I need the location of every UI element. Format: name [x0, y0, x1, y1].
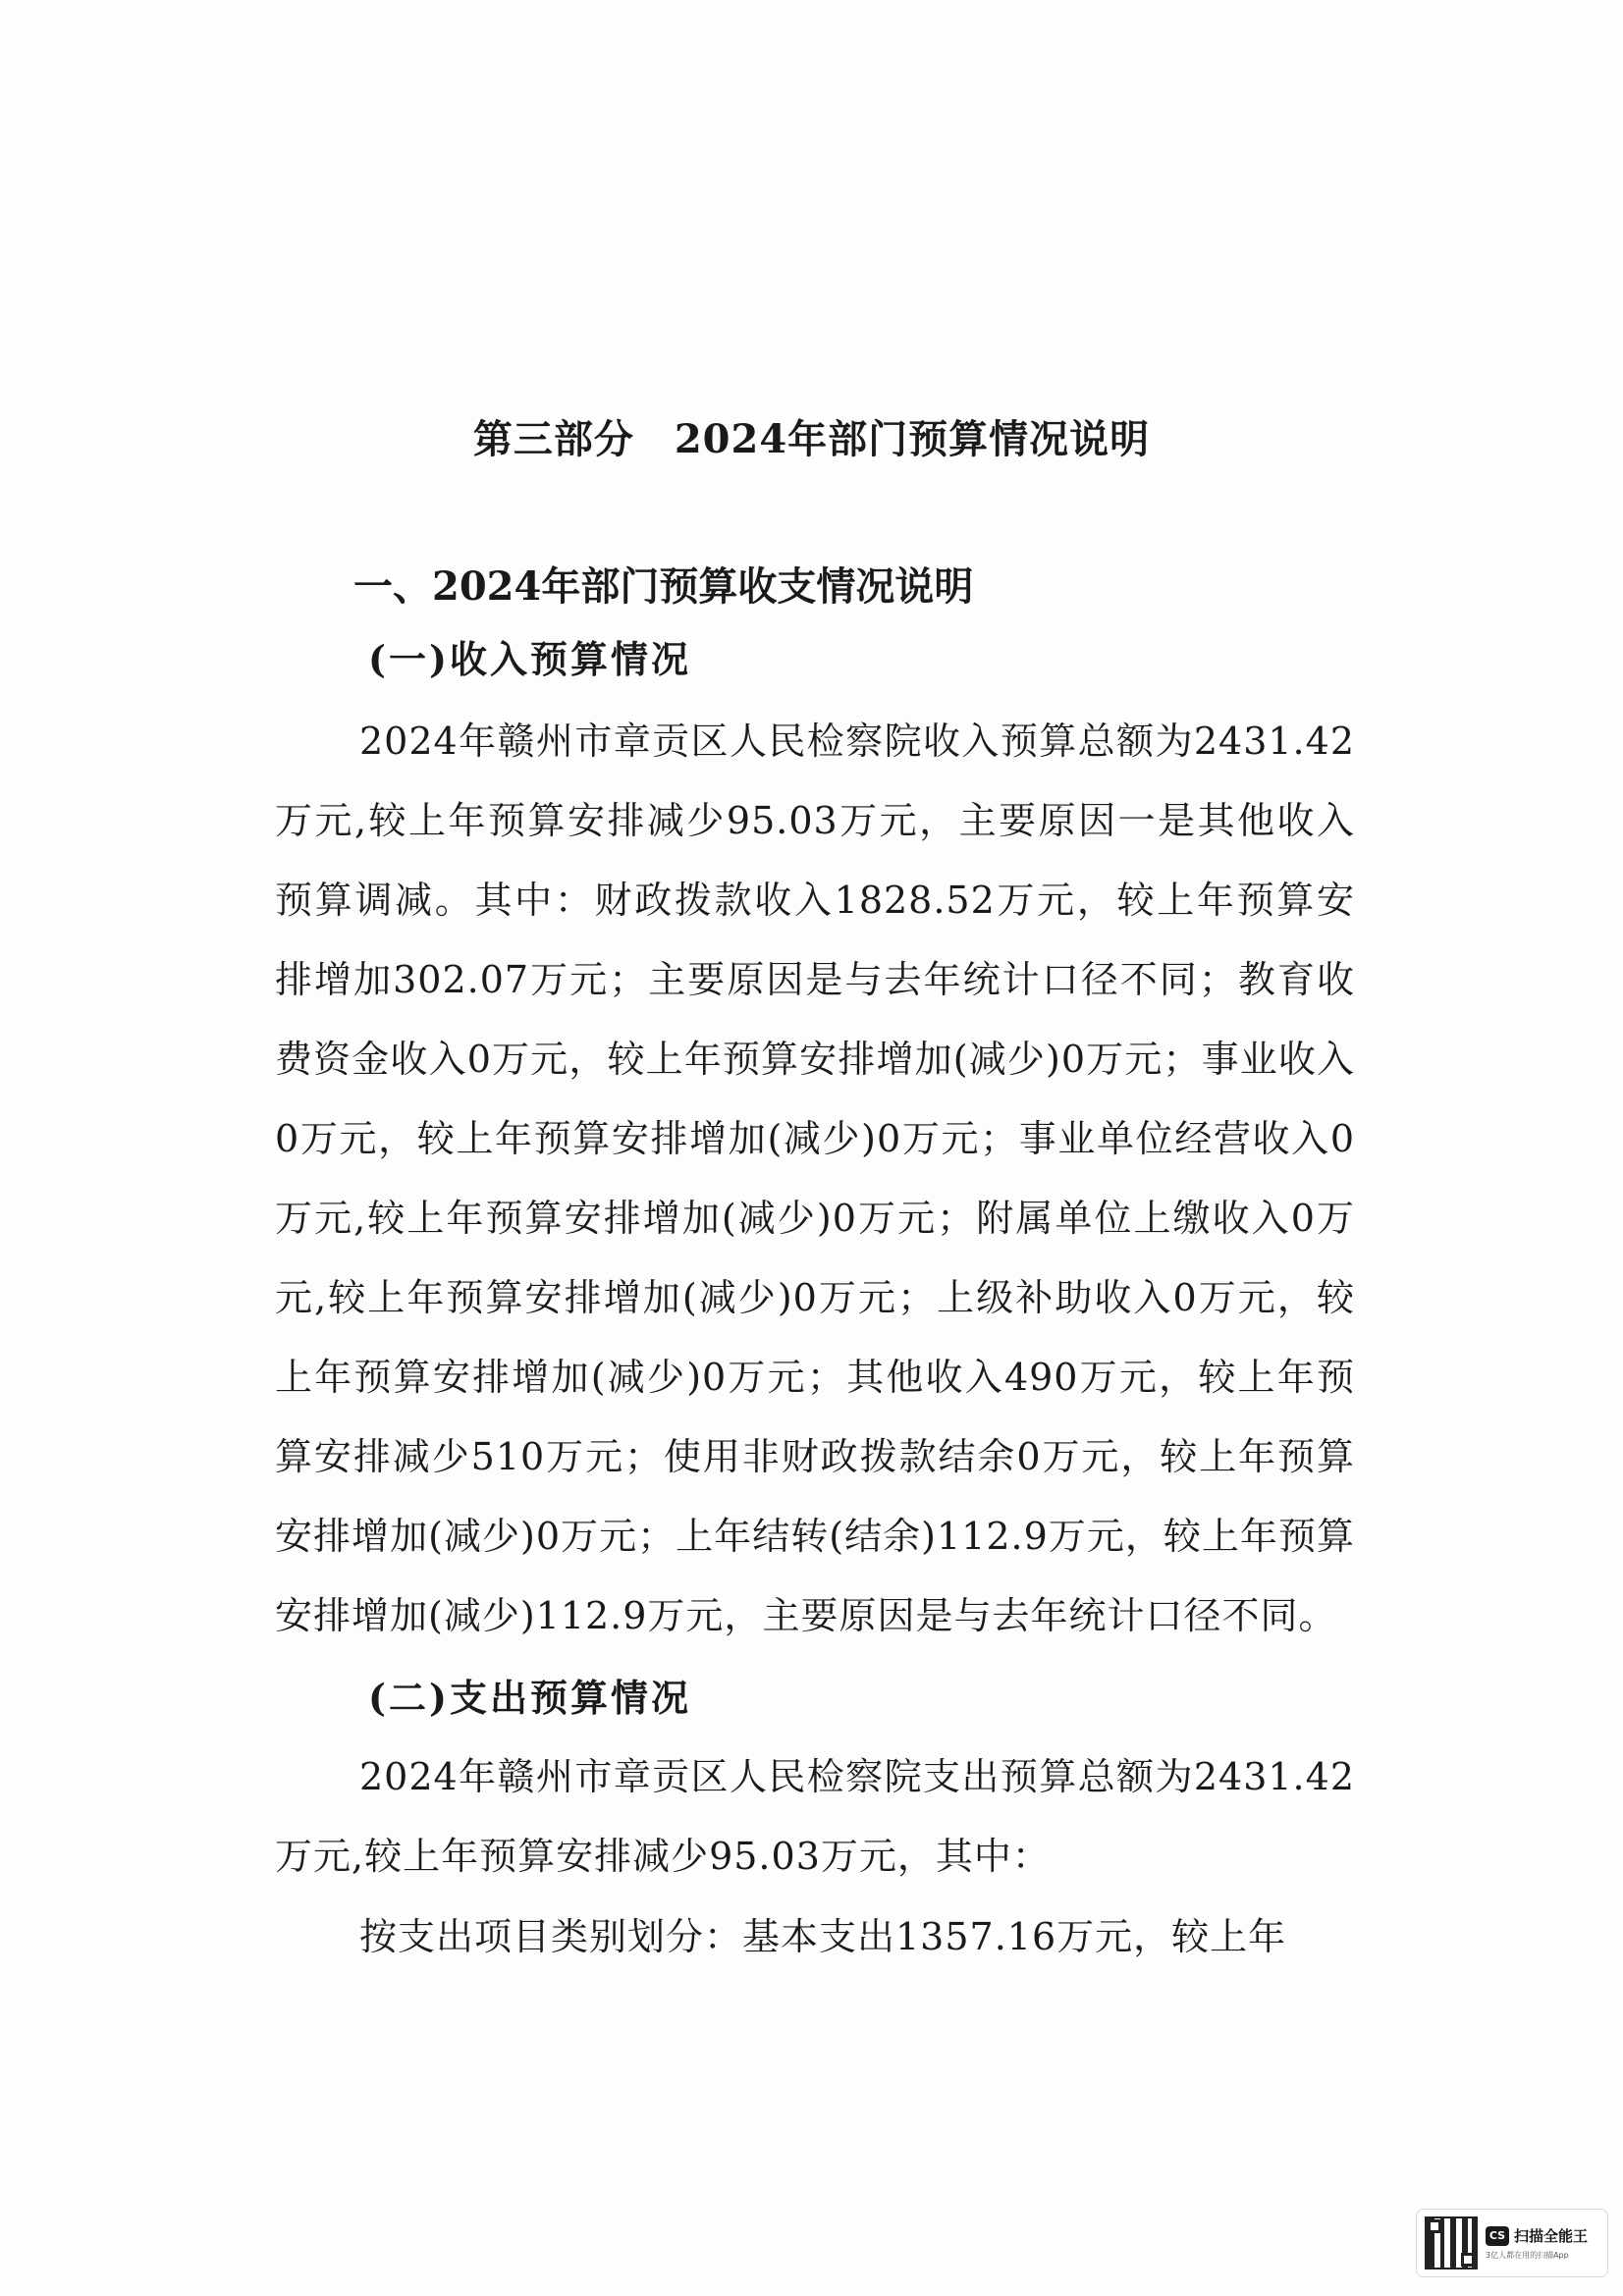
camscanner-logo-icon: CS [1486, 2226, 1509, 2246]
badge-top-row [1486, 2225, 1588, 2246]
app-tagline: 3亿人都在用的扫描App [1486, 2251, 1569, 2260]
expenditure-paragraph: 2024年赣州市章贡区人民检察院支出预算总额为2431.42万元,较上年预算安排减少95.03万元，其中： [275, 1755, 1355, 1878]
scanner-watermark-badge [1416, 2209, 1608, 2277]
income-paragraph: 2024年赣州市章贡区人民检察院收入预算总额为2431.42万元,较上年预算安排减少95.03万元，主要原因一是其他收入预算调减。其中：财政拨款收入1828.52万元，较上年预算安排增加302.07万元；主要原因是与去年统计口径不同；教育收费资金收入0万元，较上年预算安排增加(减少)0万元；事业收入0万元，较上年预算安排增加(减少)0万元；事业单位经营收入0万元,较上年预算安排增加(减少)0万元；附属单位上缴收入0万元,较上年预算安排增加(减少)0万元；上级补助收入0万元，较上年预算安排增加(减少)0万元；其他收入490万元，较上年预算安排减少510万元；使用非财政拨款结余0万元，较上年预算安排增加(减少)0万元；上年结转(结余)112.9万元，较上年预算安排增加(减少)112.9万元，主要原因是与去年统计口径不同。 [275, 720, 1355, 1637]
income-heading: (一)收入预算情况 [368, 637, 691, 681]
badge-text [1486, 2225, 1588, 2261]
qr-code-icon [1425, 2216, 1478, 2269]
expenditure-heading: (二)支出预算情况 [368, 1676, 691, 1720]
document-title: 第三部分 2024年部门预算情况说明 [472, 416, 1151, 462]
expenditure-category-paragraph: 按支出项目类别划分：基本支出1357.16万元，较上年 [359, 1915, 1287, 1958]
app-name: 扫描全能王 [1514, 2227, 1589, 2245]
section-heading: 一、2024年部门预算收支情况说明 [353, 563, 974, 610]
